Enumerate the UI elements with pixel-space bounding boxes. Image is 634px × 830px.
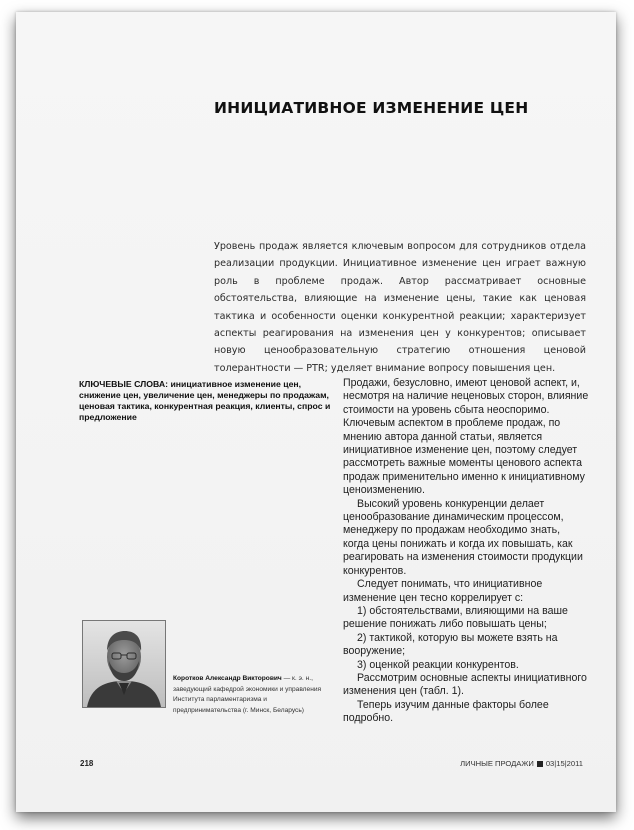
- keywords-label: КЛЮЧЕВЫЕ СЛОВА:: [79, 379, 169, 389]
- author-info: [173, 674, 335, 716]
- body-paragraph: Рассмотрим основные аспекты инициативного изменения цен (табл. 1).: [343, 671, 587, 698]
- author-name: Коротков Александр Викторович: [173, 675, 282, 682]
- page-number: 218: [80, 759, 94, 768]
- body-paragraph: Продажи, безусловно, имеют ценовой аспект, и, несмотря на наличие неценовых сторон, влияние стоимости на уровень сбыта неоспоримо. Ключевым аспектом в проблеме продаж, по мнению автора данной статьи, является инициативное изменение цен, поэтому следует рассмотреть важные моменты ценового аспекта продаж применительно именно к инициативному ценоизменению.: [343, 377, 589, 497]
- list-item: 3) оценкой реакции конкурентов.: [357, 658, 519, 671]
- square-icon: [537, 761, 543, 767]
- author-credentials: — к. э. н., заведующий кафедрой экономики и управления Института парламентаризма и предпринимательства (г. Минск, Беларусь): [173, 675, 322, 714]
- keywords-list: инициативное изменение цен, снижение цен, увеличение цен, менеджеры по продажам, ценовая тактика, конкурентная реакция, клиенты, спрос и предложение: [79, 379, 331, 422]
- magazine-name: ЛИЧНЫЕ ПРОДАЖИ: [460, 759, 534, 768]
- article-title: ИНИЦИАТИВНОЕ ИЗМЕНЕНИЕ ЦЕН: [214, 99, 529, 117]
- article-abstract: Уровень продаж является ключевым вопросом для сотрудников отдела реализации продукции. Инициативное изменение цен играет важную роль в проблеме продаж. Автор рассматривает основные обстоятельства, влияющие на изменение цены, такие как ценовая тактика и особенности оценки конкурентной реакции; характеризует аспекты реагирования на изменения цен у конкурентов; описывает новую ценообразовательную стратегию отношения ценовой толерантности — PTR; уделяет внимание вопросу повышения цен.: [214, 241, 586, 374]
- author-portrait-image: [83, 621, 165, 707]
- list-item: 2) тактикой, которую вы можете взять на вооружение;: [343, 631, 558, 658]
- list-item: 1) обстоятельствами, влияющими на ваше решение понижать либо повышать цены;: [343, 604, 568, 631]
- issue-number: 03|15|2011: [545, 759, 583, 768]
- author-photo: [82, 620, 166, 708]
- article-body: [343, 377, 589, 726]
- keywords-block: [79, 379, 337, 423]
- magazine-page: [16, 12, 616, 812]
- body-paragraph: Теперь изучим данные факторы более подробно.: [343, 698, 549, 725]
- body-paragraph: Высокий уровень конкуренции делает ценообразование динамическим процессом, менеджеру по продажам необходимо знать, когда цены понижать и когда их повышать, как реагировать на изменения стоимости продукции конкурентов.: [343, 497, 583, 577]
- body-paragraph: Следует понимать, что инициативное изменение цен тесно коррелирует с:: [343, 578, 543, 604]
- magazine-footer: [460, 759, 583, 768]
